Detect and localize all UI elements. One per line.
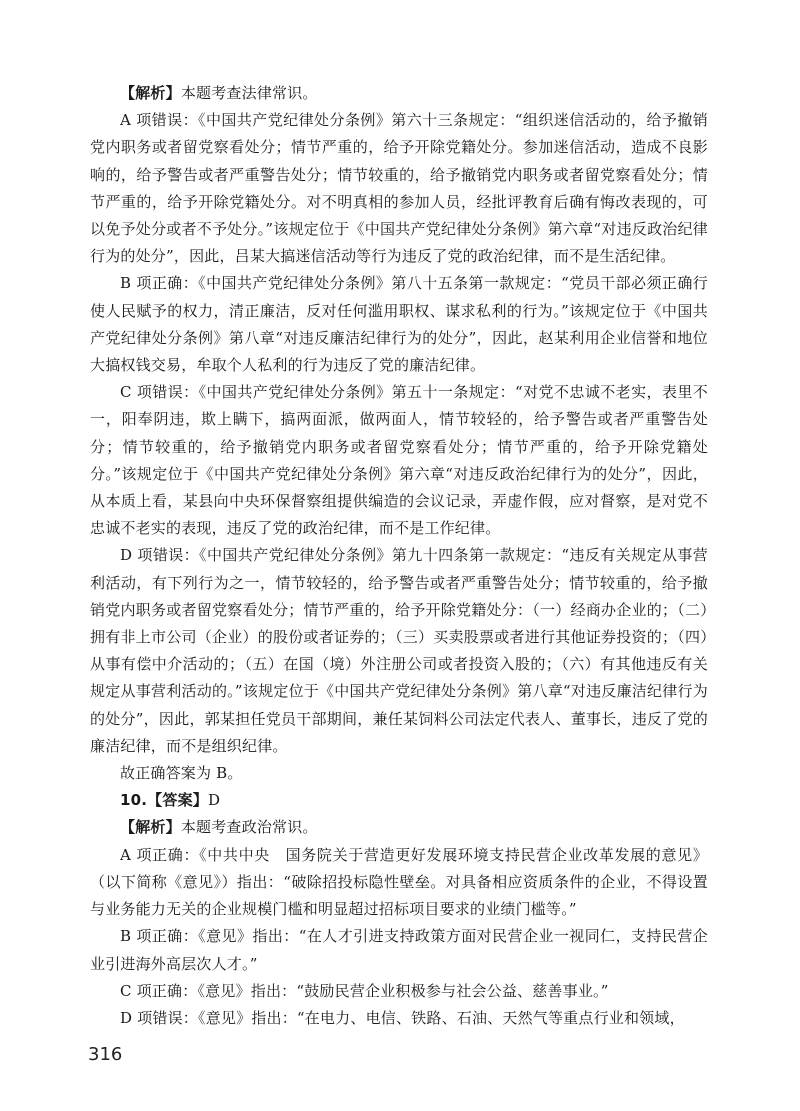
paragraph-text: C 项错误：《中国共产党纪律处分条例》第五十一条规定：“对党不忠诚不老实，表里不一，阳奉阴违，欺上瞒下，搞两面派，做两面人，情节较轻的，给予警告或者严重警告处分；情节较重的，给予撤销党内职务或者留党察看处分；情节严重的，给予开除党籍处分。”该规定位于《中国共产党纪律处分条例》第六章“对违反政治纪律行为的处分”，因此，从本质上看，某县向中央环保督察组提供编造的会议记录，弄虚作假，应对督察，是对党不忠诚不老实的表现，违反了党的政治纪律，而不是工作纪律。 [90,383,708,538]
paragraph-text: D 项错误：《中国共产党纪律处分条例》第九十四条第一款规定：“违反有关规定从事营利活动，有下列行为之一，情节较轻的，给予警告或者严重警告处分；情节较重的，给予撤销党内职务或者留党察看处分；情节严重的，给予开除党籍处分：（一）经商办企业的；（二）拥有非上市公司（企业）的股份或者证券的；（三）买卖股票或者进行其他证券投资的；（四）从事有偿中介活动的；（五）在国（境）外注册公司或者投资入股的；（六）有其他违反有关规定从事营利活动的。”该规定位于《中国共产党纪律处分条例》第八章“对违反廉洁纪律行为的处分”，因此，郭某担任党员干部期间，兼任某饲料公司法定代表人、董事长，违反了党的廉洁纪律，而不是组织纪律。 [90,546,708,755]
paragraph [90,923,708,977]
page-number: 316 [88,1044,123,1065]
paragraph-text: B 项正确：《意见》指出：“在人才引进支持政策方面对民营企业一视同仁，支持民营企业引进海外高层次人才。” [90,927,708,973]
paragraph-text: 本题考查法律常识。 [180,84,318,102]
answer-line [90,787,708,814]
answer-value: D [207,791,221,810]
paragraph [90,1005,708,1032]
paragraph [90,842,708,924]
paragraph [90,814,708,841]
section-label: 【解析】 [120,84,181,102]
paragraph [90,107,708,270]
paragraph-text: C 项正确：《意见》指出：“鼓励民营企业积极参与社会公益、慈善事业。” [120,981,609,1000]
paragraph [90,542,708,760]
paragraph [90,80,708,107]
paragraph-text: D 项错误：《意见》指出：“在电力、电信、铁路、石油、天然气等重点行业和领域， [120,1008,685,1027]
answer-label: 10.【答案】 [120,791,208,810]
paragraph-text: 故正确答案为 B。 [120,764,243,783]
document-body [90,80,708,1032]
paragraph-text: A 项错误：《中国共产党纪律处分条例》第六十三条规定：“组织迷信活动的，给予撤销党内职务或者留党察看处分；情节严重的，给予开除党籍处分。参加迷信活动，造成不良影响的，给予警告或者严重警告处分；情节较重的，给予撤销党内职务或者留党察看处分；情节严重的，给予开除党籍处分。对不明真相的参加人员，经批评教育后确有悔改表现的，可以免予处分或者不予处分。”该规定位于《中国共产党纪律处分条例》第六章“对违反政治纪律行为的处分”，因此，吕某大搞迷信活动等行为违反了党的政治纪律，而不是生活纪律。 [90,111,708,266]
section-label: 【解析】 [120,818,181,837]
paragraph [90,978,708,1005]
paragraph [90,760,708,787]
paragraph [90,379,708,542]
paragraph-text: A 项正确：《中共中央 国务院关于营造更好发展环境支持民营企业改革发展的意见》（以下简称《意见》）指出：“破除招投标隐性壁垒。对具备相应资质条件的企业，不得设置与业务能力无关的企业规模门槛和明显超过招标项目要求的业绩门槛等。” [90,845,708,919]
paragraph [90,270,708,379]
paragraph-text: B 项正确：《中国共产党纪律处分条例》第八十五条第一款规定：“党员干部必须正确行使人民赋予的权力，清正廉洁，反对任何滥用职权、谋求私利的行为。”该规定位于《中国共产党纪律处分条例》第八章“对违反廉洁纪律行为的处分”，因此，赵某利用企业信誉和地位大搞权钱交易，牟取个人私利的行为违反了党的廉洁纪律。 [90,274,708,375]
paragraph-text: 本题考查政治常识。 [180,818,318,837]
